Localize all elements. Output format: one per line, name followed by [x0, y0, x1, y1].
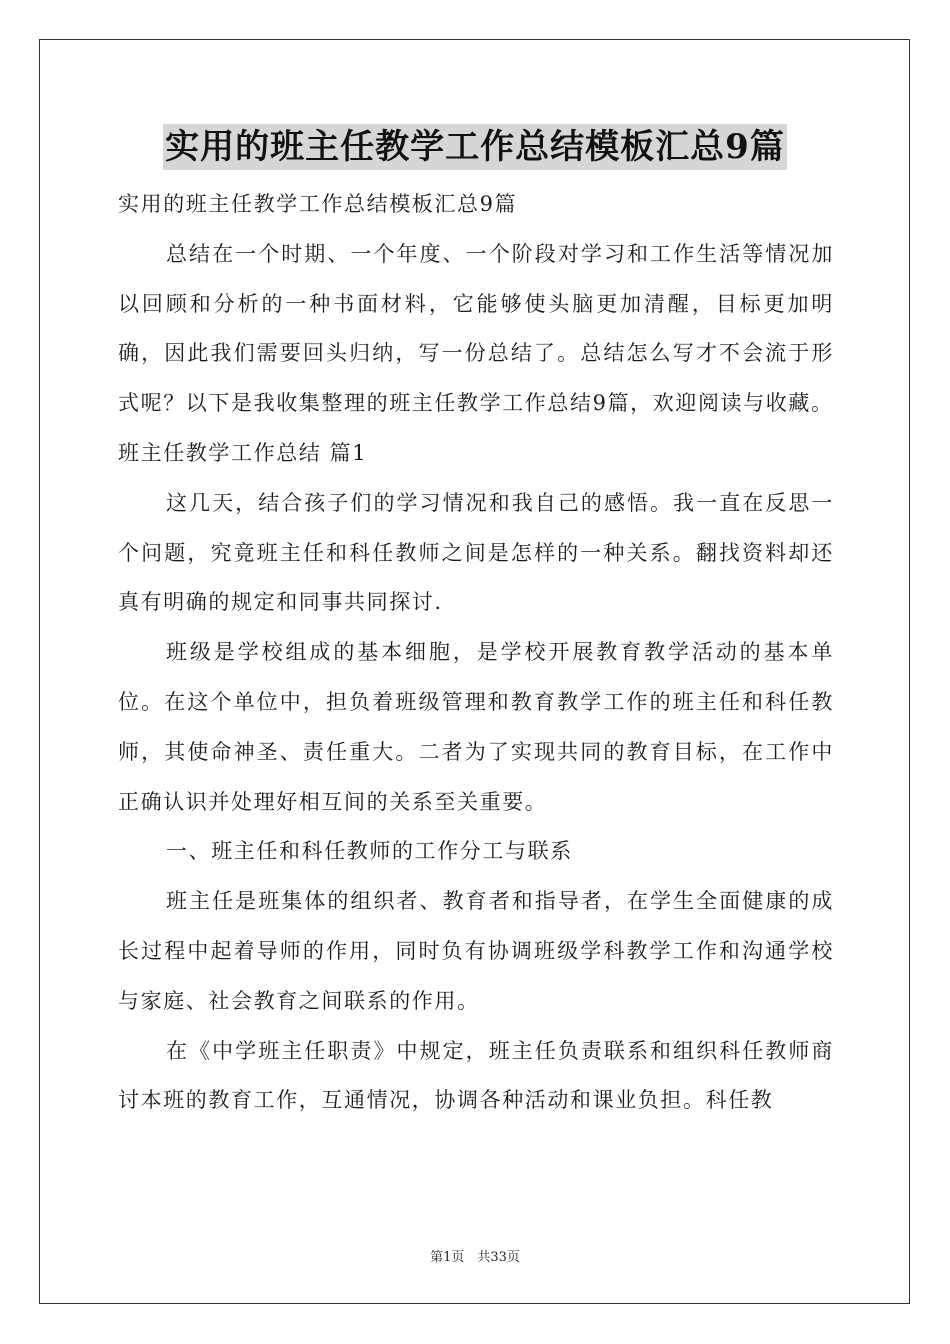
body-paragraph: 班主任是班集体的组织者、教育者和指导者，在学生全面健康的成长过程中起着导师的作用，同时负有协调班级学科教学工作和沟通学校与家庭、社会教育之间联系的作用。 [118, 889, 834, 1013]
intro-paragraph: 总结在一个时期、一个年度、一个阶段对学习和工作生活等情况加以回顾和分析的一种书面材料，它能够使头脑更加清醒，目标更加明确，因此我们需要回头归纳，写一份总结了。总结怎么写才不会流于形式呢？以下是我收集整理的班主任教学工作总结9篇，欢迎阅读与收藏。 [118, 241, 834, 416]
title-container [0, 124, 950, 170]
section-heading: 班主任教学工作总结 篇1 [118, 440, 368, 465]
sub-heading: 一、班主任和科任教师的工作分工与联系 [166, 839, 573, 864]
document-title: 实用的班主任教学工作总结模板汇总9篇 [163, 124, 787, 170]
page-footer: 第1页 共33页 [430, 1250, 520, 1265]
body-paragraph: 在《中学班主任职责》中规定，班主任负责联系和组织科任教师商讨本班的教育工作，互通情况，协调各种活动和课业负担。科任教 [118, 1038, 834, 1113]
subtitle-line: 实用的班主任教学工作总结模板汇总9篇 [118, 192, 518, 216]
body-paragraph: 班级是学校组成的基本细胞，是学校开展教育教学活动的基本单位。在这个单位中，担负着班级管理和教育教学工作的班主任和科任教师，其使命神圣、责任重大。二者为了实现共同的教育目标，在工作中正确认识并处理好相互间的关系至关重要。 [118, 640, 834, 814]
document-body [118, 180, 834, 1126]
body-paragraph: 这几天，结合孩子们的学习情况和我自己的感悟。我一直在反思一个问题，究竟班主任和科任教师之间是怎样的一种关系。翻找资料却还真有明确的规定和同事共同探讨. [118, 490, 834, 615]
